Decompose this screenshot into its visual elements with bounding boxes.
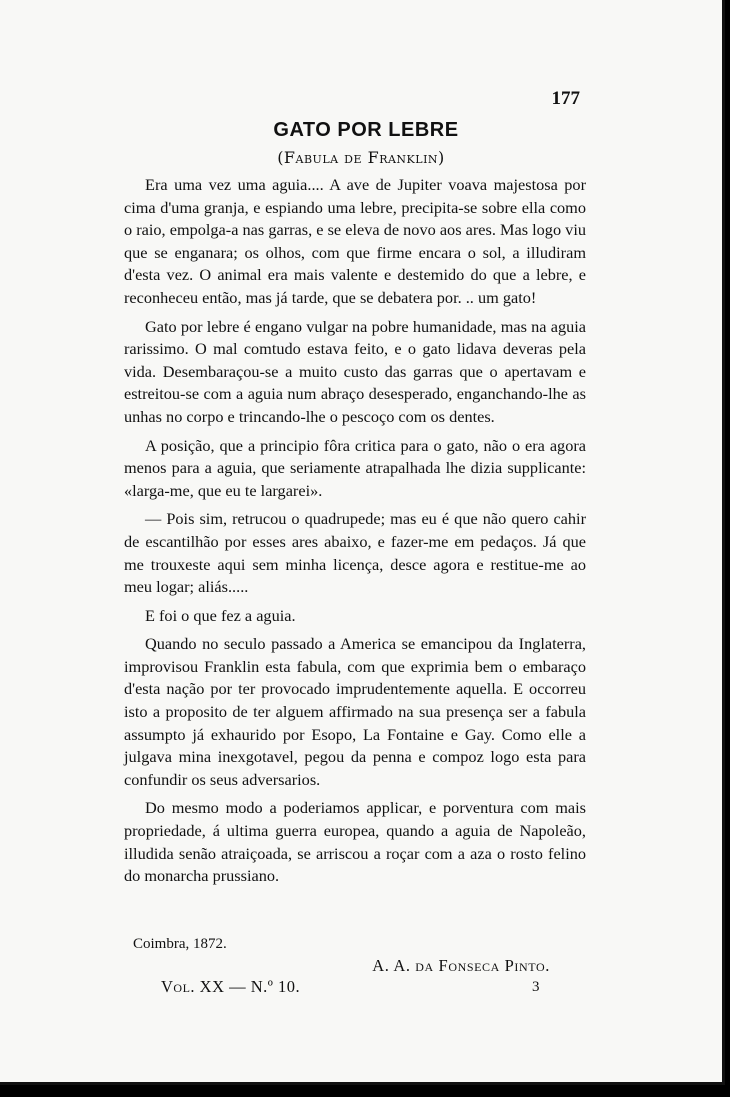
paragraph: E foi o que fez a aguia.: [145, 605, 296, 625]
paragraph: — Pois sim, retrucou o quadrupede; mas eu é que não quero cahir de escantilhão por esses ares abaixo, e fazer-me em pedaços. Já que me trouxeste aqui sem minha licença, desce agora e restitue-me ao meu logar; aliás.....: [124, 509, 586, 597]
author-signature: A. A. da Fonseca Pinto.: [372, 956, 550, 975]
volume-footer: Vol. XX — N.º 10.: [161, 977, 301, 996]
paragraph: Do mesmo modo a poderiamos applicar, e porventura com mais propriedade, á ultima guerra europea, quando a aguia de Napoleão, illudida senão atraiçoada, se arriscou a roçar com a aza o rosto felino do monarcha prussiano.: [124, 798, 586, 886]
paragraph: Quando no seculo passado a America se emancipou da Inglaterra, improvisou Franklin esta fabula, com que exprimia bem o embaraço d'esta nação por ter provocado imprudentemente aquella. E occorreu isto a proposito de ter alguem affirmado na sua presença ser a fabula assumpto já exhaurido por Esopo, La Fontaine e Gay. Como elle a julgava mina inexgotavel, pegou da penna e compoz logo esta para confundir os seus adversarios.: [124, 634, 586, 789]
paragraph: Gato por lebre é engano vulgar na pobre humanidade, mas na aguia rarissimo. O mal comtudo estava feito, e o gato lidava deveras pela vida. Desembaraçou-se a muito custo das garras que o apertavam e estreitou-se com a aguia num abraço desesperado, enganchando-lhe as unhas no corpo e trincando-lhe o pescoço com os dentes.: [124, 316, 586, 426]
article-subtitle: (Fabula de Franklin): [277, 148, 445, 167]
paragraph: A posição, que a principio fôra critica para o gato, não o era agora menos para a aguia, que seriamente atrapalhada lhe dizia supplicante: «larga-me, que eu te largarei».: [124, 435, 586, 500]
page-number: 177: [551, 88, 580, 109]
place-date: Coimbra, 1872.: [133, 936, 227, 952]
article-body: [124, 174, 586, 888]
article-title: GATO POR LEBRE: [273, 119, 459, 141]
paragraph: Era uma vez uma aguia.... A ave de Jupiter voava majestosa por cima d'uma granja, e espiando uma lebre, precipita-se sobre ella como o raio, empolga-a nas garras, e se eleva de novo aos ares. Mas logo viu que se enganara; os olhos, com que firme encara o sol, a illudiram d'esta vez. O animal era mais valente e destemido do que a lebre, e reconheceu então, mas já tarde, que se debatera por. .. um gato!: [124, 175, 586, 307]
signature-mark: 3: [532, 979, 540, 995]
